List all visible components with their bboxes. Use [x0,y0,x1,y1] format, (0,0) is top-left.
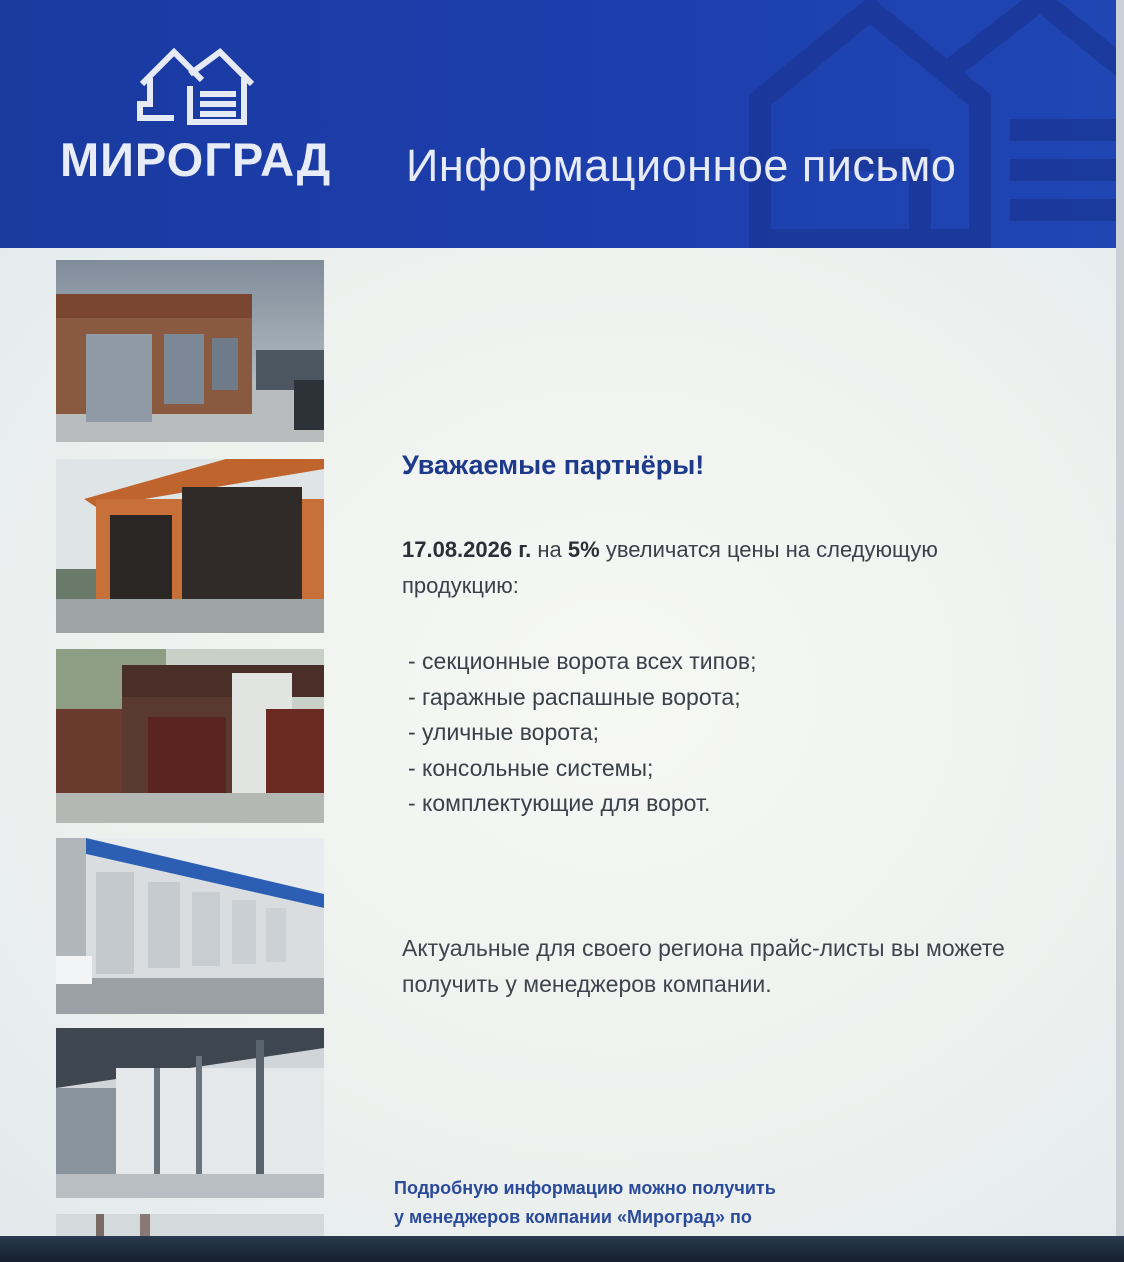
letter-header [0,0,1116,248]
garage-block-photo-icon [56,260,324,442]
house-garage-photo-icon [56,649,324,823]
list-item: - секционные ворота всех типов; [408,648,757,674]
contact-line-1: Подробную информацию можно получить [394,1178,776,1198]
greeting-heading: Уважаемые партнёры! [402,450,705,480]
announcement-connector: на [531,537,568,562]
monitor-bezel-bottom [0,1236,1124,1262]
list-item: - комплектующие для ворот. [408,790,711,816]
monitor-bezel-right [1116,0,1124,1262]
brand-name: МИРОГРАД [60,133,332,186]
announcement-rest: увеличатся цены на следующую продукцию: [402,537,938,598]
contact-info [394,1174,954,1232]
partial-photo-icon [56,1214,324,1236]
product-list [402,644,1042,822]
letter-title: Информационное письмо [406,140,957,191]
pricelist-note: Актуальные для своего региона прайс-листы вы можете получить у менеджеров компании. [402,935,1005,997]
contact-line-2: у менеджеров компании «Мироград» по [394,1207,752,1227]
house-outline-decoration-icon [720,0,1116,248]
company-logo [60,44,340,194]
price-increase-announcement [402,532,1042,604]
list-item: - консольные системы; [408,754,654,781]
house-logo-icon [136,44,256,126]
letter-body [0,248,1116,1236]
effective-date: 17.08.2026 г. [402,537,532,562]
brick-garage-photo-icon [56,459,324,633]
list-item: - уличные ворота; [408,719,599,745]
industrial-building-photo-icon [56,838,324,1014]
list-item: - гаражные распашные ворота; [408,683,741,710]
increase-percent: 5% [567,537,600,562]
warehouse-interior-photo-icon [56,1028,324,1198]
